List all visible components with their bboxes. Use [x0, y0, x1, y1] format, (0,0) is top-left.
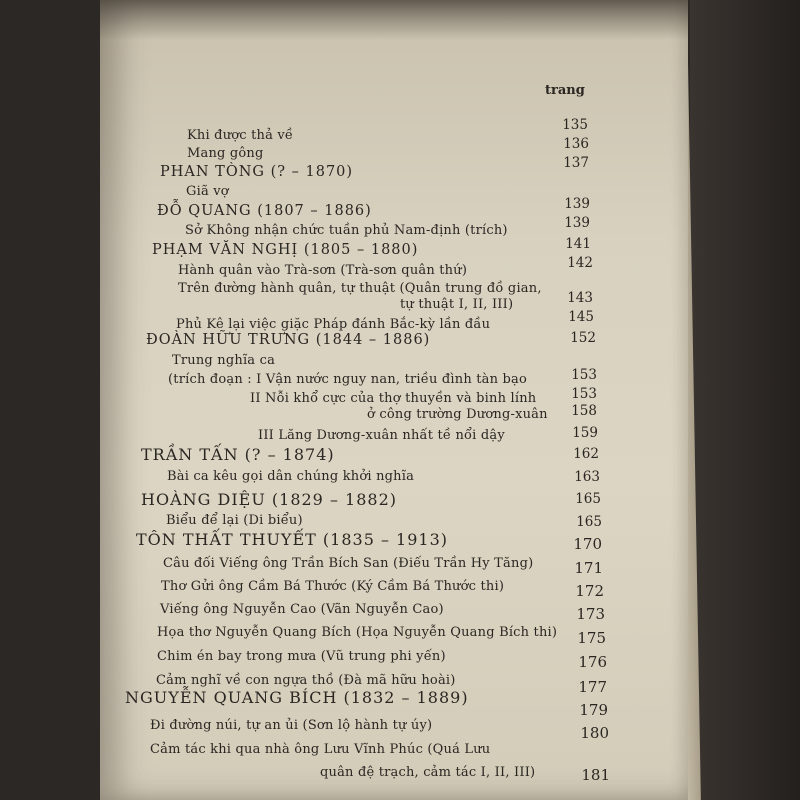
toc-entry: Họa thơ Nguyễn Quang Bích (Họa Nguyễn Quang Bích thi)	[157, 625, 558, 640]
toc-page-number: 165	[575, 491, 601, 507]
toc-entry: Bài ca kêu gọi dân chúng khởi nghĩa	[167, 469, 415, 484]
toc-page-number: 152	[570, 330, 596, 346]
toc-entry: Phủ Kê lại việc giặc Pháp đánh Bắc-kỳ lần đầu	[176, 317, 491, 332]
toc-page-number: 136	[563, 136, 589, 152]
toc-entry: Đi đường núi, tự an ủi (Sơn lộ hành tự úy)	[150, 718, 433, 733]
toc-entry: III Lăng Dương-xuân nhất tề nổi dậy	[258, 428, 505, 443]
toc-page-number: 158	[571, 403, 597, 419]
toc-entry: Biểu để lại (Di biểu)	[166, 513, 303, 528]
toc-entry: Cảm nghĩ về con ngựa thồ (Đà mã hữu hoài)	[156, 673, 456, 688]
toc-page-number: 173	[576, 605, 605, 623]
toc-entry: (trích đoạn : I Vận nước nguy nan, triều đình tàn bạo	[168, 372, 528, 387]
toc-author: PHẠM VĂN NGHỊ (1805 – 1880)	[152, 242, 419, 258]
toc-page-number: 179	[579, 701, 608, 719]
toc-page-number: 165	[576, 514, 602, 530]
toc-page-number: 175	[577, 629, 606, 647]
toc-page-number: 170	[573, 535, 602, 553]
toc-entry: Câu đối Viếng ông Trần Bích San (Điếu Trần Hy Tăng)	[163, 556, 534, 571]
toc-entry-continuation: tự thuật I, II, III)	[400, 297, 514, 312]
toc-entry: Cảm tác khi qua nhà ông Lưu Vĩnh Phúc (Quá Lưu	[150, 742, 491, 757]
toc-author: PHAN TÒNG (? – 1870)	[160, 164, 354, 180]
toc-page-number: 139	[564, 215, 590, 231]
toc-author: TRẦN TẤN (? – 1874)	[141, 445, 335, 464]
toc-entry: Thơ Gửi ông Cầm Bá Thước (Ký Cầm Bá Thước thi)	[161, 579, 505, 594]
toc-author: ĐỖ QUANG (1807 – 1886)	[157, 203, 372, 219]
toc-page-number: 163	[574, 469, 600, 485]
toc-page-number: 137	[563, 155, 589, 171]
toc-page-number: 181	[581, 766, 610, 784]
toc-page-number: 153	[571, 367, 597, 383]
toc-page-number: 159	[572, 425, 598, 441]
toc-entry: Hành quân vào Trà-sơn (Trà-sơn quân thứ)	[178, 263, 468, 278]
page-column-header: trang	[545, 83, 585, 98]
toc-page-number: 177	[578, 678, 607, 696]
toc-entry: II Nỗi khổ cực của thợ thuyền và binh lính	[250, 391, 537, 406]
toc-page-number: 171	[574, 559, 603, 577]
toc-author: TÔN THẤT THUYẾT (1835 – 1913)	[136, 530, 449, 549]
toc-page-number: 180	[580, 724, 609, 742]
toc-page-number: 162	[573, 446, 599, 462]
toc-entry: Giã vợ	[186, 184, 229, 199]
toc-entry: Trung nghĩa ca	[172, 353, 276, 368]
toc-entry: Mang gông	[187, 146, 264, 161]
toc-page-number: 143	[567, 290, 593, 306]
toc-page-number: 176	[578, 653, 607, 671]
toc-entry: Sở Không nhận chức tuần phủ Nam-định (trích)	[185, 223, 508, 238]
toc-entry-continuation: ở công trường Dương-xuân	[367, 407, 548, 422]
toc-entry: Viếng ông Nguyễn Cao (Vãn Nguyễn Cao)	[160, 602, 444, 617]
toc-entry: Khi được thả về	[187, 128, 294, 143]
toc-author: HOÀNG DIỆU (1829 – 1882)	[141, 490, 397, 509]
toc-entry: Trên đường hành quân, tự thuật (Quân trung đồ gian,	[178, 281, 542, 296]
toc-page-number: 135	[562, 117, 588, 133]
toc-page-number: 172	[575, 582, 604, 600]
toc-author: NGUYỄN QUANG BÍCH (1832 – 1889)	[125, 688, 469, 707]
page-shadow	[100, 0, 688, 40]
toc-page-number: 145	[568, 309, 594, 325]
toc-entry: Chim én bay trong mưa (Vũ trung phi yến)	[157, 649, 446, 664]
table-surface	[690, 0, 800, 800]
toc-page-number: 142	[567, 255, 593, 271]
toc-page-number: 153	[571, 386, 597, 402]
toc-page-number: 139	[564, 196, 590, 212]
toc-entry-continuation: quân đệ trạch, cảm tác I, II, III)	[320, 765, 536, 780]
toc-author: ĐOÀN HỮU TRƯNG (1844 – 1886)	[146, 332, 431, 348]
toc-page-number: 141	[565, 236, 591, 252]
